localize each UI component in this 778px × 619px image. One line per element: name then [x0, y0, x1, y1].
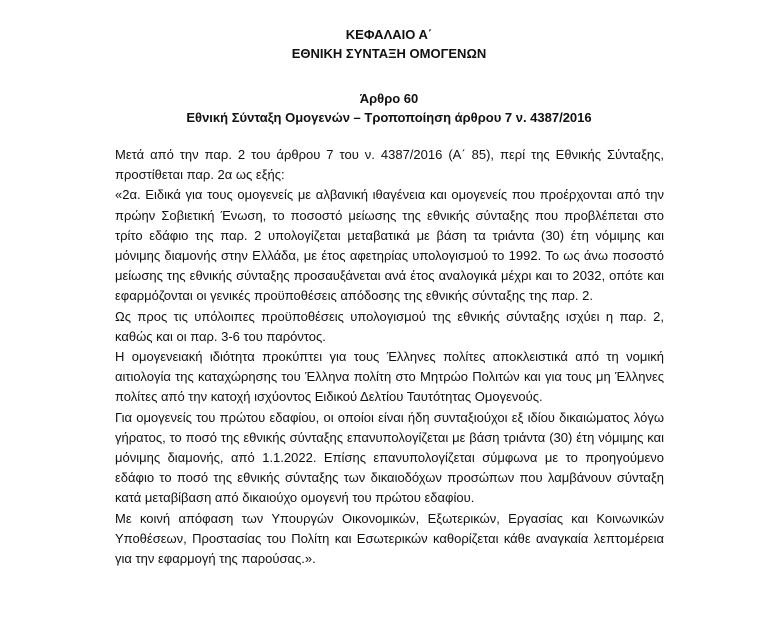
- article-number: Άρθρο 60: [359, 91, 419, 106]
- chapter-label: ΚΕΦΑΛΑΙΟ Α΄: [345, 27, 433, 42]
- chapter-title: ΕΘΝΙΚΗ ΣΥΝΤΑΞΗ ΟΜΟΓΕΝΩΝ: [291, 46, 487, 61]
- body-paragraph: Για ομογενείς του πρώτου εδαφίου, οι οποίοι είναι ήδη συνταξιούχοι εξ ιδίου δικαιώματος λόγω γήρατος, το ποσό της εθνικής σύνταξης επανυπολογίζεται με βάση τριάντα (30) έτη νόμιμης και μόνιμης διαμονής, από 1.1.2022. Επίσης επανυπολογίζεται σύμφωνα με το προηγούμενο εδάφιο το ποσό της εθνικής σύνταξης των δικαιοδόχων προσώπων που λαμβάνουν σύνταξη κατά μεταβίβαση από δικαιούχο ομογενή του πρώτου εδαφίου.: [115, 409, 664, 506]
- body-paragraph: Ως προς τις υπόλοιπες προϋποθέσεις υπολογισμού της εθνικής σύνταξης ισχύει η παρ. 2, καθώς και οι παρ. 3-6 του παρόντος.: [115, 308, 664, 344]
- body-paragraph: Μετά από την παρ. 2 του άρθρου 7 του ν. 4387/2016 (Α΄ 85), περί της Εθνικής Σύνταξης, προστίθεται παρ. 2α ως εξής:: [115, 147, 664, 183]
- article-title: Εθνική Σύνταξη Ομογενών – Τροποποίηση άρθρου 7 ν. 4387/2016: [186, 110, 592, 125]
- body-paragraph: «2α. Ειδικά για τους ομογενείς με αλβανική ιθαγένεια και ομογενείς που προέρχονται από την πρώην Σοβιετική Ένωση, το ποσοστό μείωσης της εθνικής σύνταξης που προβλέπεται στο τρίτο εδάφιο της παρ. 2 υπολογίζεται μεταβατικά με βάση τα τριάντα (30) έτη νόμιμης και μόνιμης διαμονής στην Ελλάδα, με έτος αφετηρίας υπολογισμού το 1992. Το ως άνω ποσοστό μείωσης της εθνικής σύνταξης προσαυξάνεται ανά έτος αναλογικά μέχρι και το 2032, οπότε και εφαρμόζονται οι γενικές προϋποθέσεις απόδοσης της εθνικής σύνταξης της παρ. 2.: [115, 187, 664, 304]
- article-body: [115, 145, 664, 569]
- body-paragraph: Η ομογενειακή ιδιότητα προκύπτει για τους Έλληνες πολίτες αποκλειστικά από τη νομική αιτιολογία της καταχώρησης του Έλληνα πολίτη στο Μητρώο Πολιτών και για τους μη Έλληνες πολίτες από την κατοχή ισχύοντος Ειδικού Δελτίου Ταυτότητας Ομογενούς.: [115, 349, 664, 405]
- body-paragraph: Με κοινή απόφαση των Υπουργών Οικονομικών, Εξωτερικών, Εργασίας και Κοινωνικών Υποθέσεων, Προστασίας του Πολίτη και Εσωτερικών καθορίζεται κάθε αναγκαία λεπτομέρεια για την εφαρμογή της παρούσας.».: [115, 510, 664, 567]
